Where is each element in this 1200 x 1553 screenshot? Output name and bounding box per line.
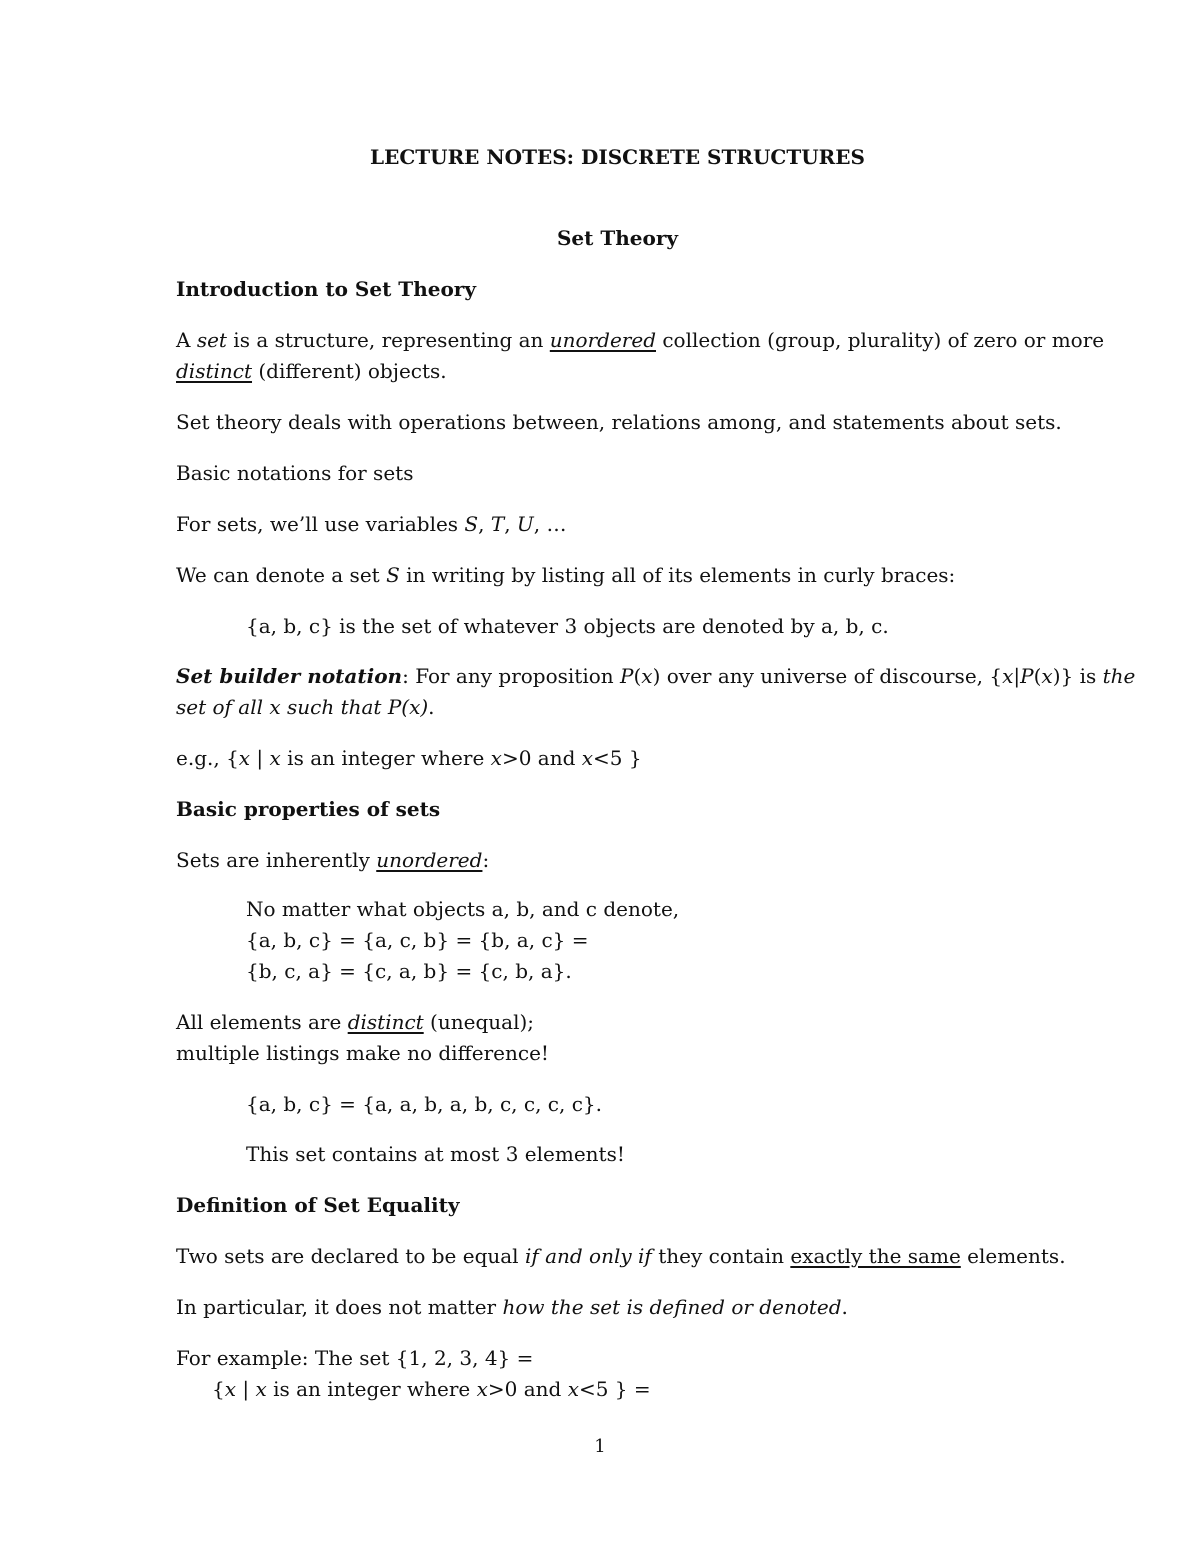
properties-line-3: {b, c, a} = {c, a, b} = {c, b, a}. bbox=[246, 959, 572, 983]
set-builder-paragraph: Set builder notation: For any proposition P(x) over any universe of discourse, {x|P(x)} is the bbox=[176, 664, 1136, 688]
properties-line-4: {a, b, c} = {a, a, b, a, b, c, c, c, c}. bbox=[246, 1092, 602, 1116]
document-title: LECTURE NOTES: DISCRETE STRUCTURES bbox=[370, 145, 865, 169]
properties-paragraph-2: All elements are distinct (unequal); bbox=[176, 1010, 535, 1034]
intro-paragraph-1-cont: distinct (different) objects. bbox=[176, 359, 447, 383]
equality-paragraph-2: In particular, it does not matter how the set is defined or denoted. bbox=[176, 1295, 848, 1319]
intro-paragraph-1: A set is a structure, representing an unordered collection (group, plurality) of zero or more bbox=[176, 328, 1105, 352]
equality-heading: Definition of Set Equality bbox=[176, 1193, 460, 1217]
properties-heading: Basic properties of sets bbox=[176, 797, 441, 821]
page-number: 1 bbox=[594, 1436, 606, 1457]
properties-line-1: No matter what objects a, b, and c denote, bbox=[246, 897, 680, 921]
equality-paragraph-4: {x | x is an integer where x>0 and x<5 } = bbox=[212, 1377, 651, 1401]
intro-paragraph-2: Set theory deals with operations between, relations among, and statements about sets. bbox=[176, 410, 1062, 434]
equality-paragraph-3: For example: The set {1, 2, 3, 4} = bbox=[176, 1346, 534, 1370]
intro-paragraph-5: We can denote a set S in writing by listing all of its elements in curly braces: bbox=[176, 563, 956, 587]
properties-line-5: This set contains at most 3 elements! bbox=[246, 1142, 625, 1166]
properties-paragraph-1: Sets are inherently unordered: bbox=[176, 848, 490, 872]
equality-paragraph-1: Two sets are declared to be equal if and only if they contain exactly the same elements. bbox=[176, 1244, 1066, 1268]
intro-paragraph-4: For sets, we’ll use variables S, T, U, … bbox=[176, 512, 567, 536]
intro-heading: Introduction to Set Theory bbox=[176, 277, 476, 301]
section-title: Set Theory bbox=[556, 226, 678, 250]
properties-line-2: {a, b, c} = {a, c, b} = {b, a, c} = bbox=[246, 928, 589, 952]
set-builder-paragraph-cont: set of all x such that P(x). bbox=[176, 695, 435, 719]
properties-paragraph-2-cont: multiple listings make no difference! bbox=[176, 1041, 549, 1065]
set-builder-example: e.g., {x | x is an integer where x>0 and x<5 } bbox=[176, 746, 642, 770]
intro-paragraph-3: Basic notations for sets bbox=[176, 461, 414, 485]
set-example: {a, b, c} is the set of whatever 3 objects are denoted by a, b, c. bbox=[246, 614, 889, 638]
